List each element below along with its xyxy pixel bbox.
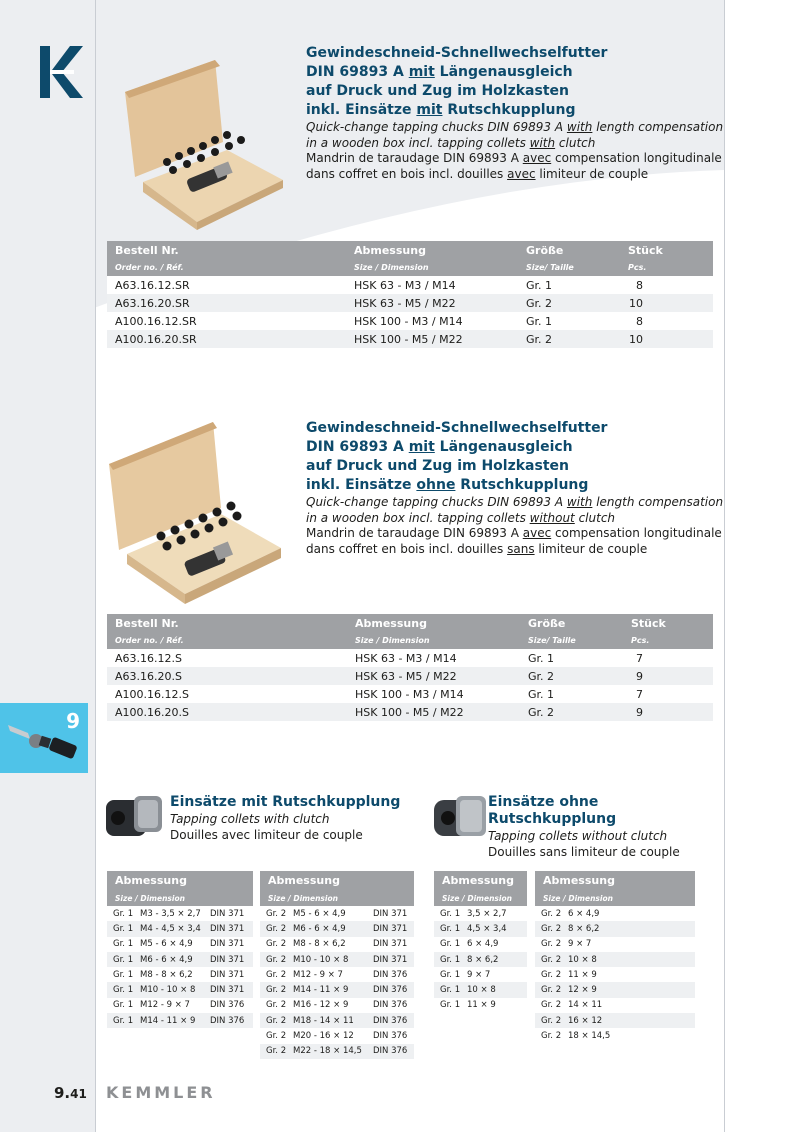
table-cell: M6 - 6 × 4,9 <box>287 921 367 936</box>
column-subheader: Size / Dimension <box>346 259 518 276</box>
table-row <box>434 952 527 967</box>
product2-title: Gewindeschneid-Schnellwechselfutter DIN 69893 A mit Längenausgleich auf Druck und Zug im Holzkasten inkl. Einsätze ohne Rutschkupplung <box>306 420 608 493</box>
table-cell: HSK 100 - M3 / M14 <box>346 312 518 330</box>
brand-name: KEMMLER <box>106 1083 216 1102</box>
table-cell: DIN 371 <box>367 921 414 936</box>
table-row <box>535 906 695 921</box>
column-subheader: Size / Dimension <box>434 890 527 906</box>
table-cell: Gr. 2 <box>535 906 562 921</box>
table-row <box>260 1013 414 1028</box>
table-cell: Gr. 2 <box>535 998 562 1013</box>
section-tab <box>0 703 88 773</box>
table-row <box>107 921 253 936</box>
collet-with-clutch-image <box>104 790 164 846</box>
table-cell: DIN 371 <box>367 906 414 921</box>
table-cell: M6 - 6 × 4,9 <box>134 952 204 967</box>
collets-with-table-2 <box>260 871 414 1059</box>
column-header: Stück <box>623 614 713 632</box>
table-cell: M12 - 9 × 7 <box>287 967 367 982</box>
table-row <box>434 998 527 1013</box>
table-cell: 6 × 4,9 <box>461 937 527 952</box>
table-cell: DIN 371 <box>204 952 253 967</box>
column-subheader: Size / Dimension <box>347 632 520 649</box>
table-cell: 11 × 9 <box>461 998 527 1013</box>
column-header: Bestell Nr. <box>107 241 346 259</box>
table-cell: Gr. 2 <box>535 1013 562 1028</box>
table-cell: 8 × 6,2 <box>461 952 527 967</box>
table-cell: A100.16.20.SR <box>107 330 346 348</box>
table-cell: 14 × 11 <box>562 998 695 1013</box>
product2-fr: Mandrin de taraudage DIN 69893 A avec compensation longitudinale dans coffret en bois incl. douilles sans limiteur de couple <box>306 526 722 556</box>
table-cell: Gr. 1 <box>107 906 134 921</box>
table-cell: HSK 63 - M5 / M22 <box>346 294 518 312</box>
table-cell: 10 × 8 <box>461 982 527 997</box>
table-row <box>107 649 713 667</box>
table-cell: Gr. 1 <box>518 312 620 330</box>
product1-title: Gewindeschneid-Schnellwechselfutter DIN 69893 A mit Längenausgleich auf Druck und Zug im Holzkasten inkl. Einsätze mit Rutschkupplung <box>306 45 608 118</box>
table-cell: A63.16.20.S <box>107 667 347 685</box>
table-row <box>107 685 713 703</box>
table-cell: Gr. 2 <box>260 1013 287 1028</box>
table-row <box>535 982 695 997</box>
column-subheader: Size / Dimension <box>107 890 253 906</box>
collets-with-rows-1 <box>107 906 253 1028</box>
table-cell: DIN 371 <box>204 921 253 936</box>
product1-fr: Mandrin de taraudage DIN 69893 A avec compensation longitudinale dans coffret en bois incl. douilles avec limiteur de couple <box>306 151 722 181</box>
table-cell: Gr. 2 <box>518 294 620 312</box>
table-cell: HSK 63 - M5 / M22 <box>347 667 520 685</box>
table-cell: Gr. 1 <box>107 967 134 982</box>
table-row <box>434 906 527 921</box>
column-header: Abmessung <box>260 871 414 890</box>
column-header: Stück <box>620 241 713 259</box>
table-row <box>260 906 414 921</box>
table-cell: Gr. 1 <box>434 952 461 967</box>
collets-without-table-2 <box>535 871 695 1044</box>
collets-without-table-1 <box>434 871 527 1013</box>
left-rule <box>95 0 96 1132</box>
table-row <box>260 967 414 982</box>
table-cell: Gr. 2 <box>535 921 562 936</box>
table-cell: DIN 371 <box>367 952 414 967</box>
table-row <box>434 982 527 997</box>
page-number: 9.41 <box>54 1084 87 1102</box>
product2-en: Quick-change tapping chucks DIN 69893 A with length compensation in a wooden box incl. tapping collets without clutch <box>306 495 724 525</box>
table-cell: 10 <box>620 330 713 348</box>
table-cell: 18 × 14,5 <box>562 1028 695 1043</box>
table-cell: Gr. 2 <box>260 1044 287 1059</box>
product2-heading <box>306 419 726 557</box>
column-header: Größe <box>520 614 623 632</box>
table-cell: 8 <box>620 276 713 294</box>
table-cell: DIN 371 <box>204 906 253 921</box>
table-cell: 8 <box>620 312 713 330</box>
table-cell: M5 - 6 × 4,9 <box>134 937 204 952</box>
table-cell: A100.16.12.SR <box>107 312 346 330</box>
table-cell: Gr. 1 <box>520 649 623 667</box>
table-cell: Gr. 2 <box>260 998 287 1013</box>
table-row <box>107 667 713 685</box>
table-row <box>107 906 253 921</box>
table-cell: M12 - 9 × 7 <box>134 998 204 1013</box>
product1-table <box>107 241 713 348</box>
collets-without-rows-2 <box>535 906 695 1044</box>
table-cell: DIN 371 <box>204 937 253 952</box>
table-row <box>107 982 253 997</box>
table-row <box>535 967 695 982</box>
wooden-box-image <box>105 418 285 608</box>
table-cell: Gr. 2 <box>535 967 562 982</box>
table-row <box>107 998 253 1013</box>
table-cell: DIN 376 <box>367 967 414 982</box>
product1-en: Quick-change tapping chucks DIN 69893 A with length compensation in a wooden box incl. tapping collets with clutch <box>306 120 724 150</box>
table-cell: Gr. 1 <box>107 982 134 997</box>
table-cell: Gr. 2 <box>260 952 287 967</box>
table-row <box>434 937 527 952</box>
table-cell: Gr. 1 <box>434 998 461 1013</box>
table-row <box>107 952 253 967</box>
table-cell: 7 <box>623 649 713 667</box>
table-cell: M18 - 14 × 11 <box>287 1013 367 1028</box>
table-cell: Gr. 1 <box>107 1013 134 1028</box>
table-row <box>535 998 695 1013</box>
table-cell: Gr. 2 <box>260 906 287 921</box>
table-row <box>107 276 713 294</box>
table-cell: M5 - 6 × 4,9 <box>287 906 367 921</box>
product1-rows <box>107 276 713 348</box>
table-cell: Gr. 2 <box>535 1028 562 1043</box>
table-cell: Gr. 1 <box>434 967 461 982</box>
table-cell: Gr. 1 <box>107 952 134 967</box>
table-cell: Gr. 2 <box>260 967 287 982</box>
table-cell: DIN 376 <box>367 1044 414 1059</box>
table-cell: M10 - 10 × 8 <box>134 982 204 997</box>
table-row <box>260 1044 414 1059</box>
table-row <box>535 1013 695 1028</box>
table-cell: M14 - 11 × 9 <box>134 1013 204 1028</box>
table-cell: A100.16.12.S <box>107 685 347 703</box>
table-cell: DIN 376 <box>367 982 414 997</box>
column-subheader: Pcs. <box>623 632 713 649</box>
wooden-box-image <box>115 52 290 232</box>
table-row <box>107 294 713 312</box>
kemmler-logo <box>40 46 84 98</box>
collet-without-clutch-image <box>432 792 488 844</box>
table-row <box>260 921 414 936</box>
table-cell: M20 - 16 × 12 <box>287 1028 367 1043</box>
table-cell: Gr. 1 <box>107 937 134 952</box>
table-cell: 6 × 4,9 <box>562 906 695 921</box>
collets-with-table-1 <box>107 871 253 1028</box>
table-cell: 11 × 9 <box>562 967 695 982</box>
column-header: Abmessung <box>107 871 253 890</box>
table-cell: HSK 100 - M5 / M22 <box>347 703 520 721</box>
collets-without-rows-1 <box>434 906 527 1013</box>
table-row <box>107 312 713 330</box>
column-header: Bestell Nr. <box>107 614 347 632</box>
table-cell: DIN 376 <box>367 1013 414 1028</box>
table-cell: Gr. 1 <box>520 685 623 703</box>
table-row <box>260 1028 414 1043</box>
table-row <box>260 982 414 997</box>
table-cell: DIN 376 <box>367 1028 414 1043</box>
table-cell: 10 × 8 <box>562 952 695 967</box>
table-cell: DIN 376 <box>204 1013 253 1028</box>
table-cell: 3,5 × 2,7 <box>461 906 527 921</box>
column-subheader: Size/ Taille <box>518 259 620 276</box>
table-row <box>434 967 527 982</box>
table-cell: Gr. 2 <box>520 703 623 721</box>
collets-with-heading: Einsätze mit Rutschkupplung Tapping collets with clutch Douilles avec limiteur de couple <box>170 794 401 842</box>
table-cell: Gr. 1 <box>434 937 461 952</box>
column-subheader: Size/ Taille <box>520 632 623 649</box>
table-row <box>434 921 527 936</box>
table-row <box>535 952 695 967</box>
table-cell: Gr. 1 <box>434 906 461 921</box>
table-cell: Gr. 2 <box>535 982 562 997</box>
table-cell: HSK 100 - M3 / M14 <box>347 685 520 703</box>
table-row <box>535 1028 695 1043</box>
table-cell: Gr. 1 <box>107 998 134 1013</box>
table-cell: A63.16.12.SR <box>107 276 346 294</box>
table-row <box>107 1013 253 1028</box>
table-cell: Gr. 2 <box>260 982 287 997</box>
table-cell: A100.16.20.S <box>107 703 347 721</box>
table-cell: Gr. 1 <box>434 982 461 997</box>
table-cell: M16 - 12 × 9 <box>287 998 367 1013</box>
table-cell: 9 × 7 <box>461 967 527 982</box>
table-cell: DIN 376 <box>204 998 253 1013</box>
table-row <box>107 967 253 982</box>
table-row <box>107 330 713 348</box>
column-header: Abmessung <box>535 871 695 890</box>
column-header: Abmessung <box>347 614 520 632</box>
table-cell: 9 × 7 <box>562 937 695 952</box>
table-cell: 16 × 12 <box>562 1013 695 1028</box>
table-cell: M8 - 8 × 6,2 <box>287 937 367 952</box>
table-row <box>107 703 713 721</box>
table-cell: M4 - 4,5 × 3,4 <box>134 921 204 936</box>
table-cell: Gr. 2 <box>535 952 562 967</box>
product2-table <box>107 614 713 721</box>
table-cell: M14 - 11 × 9 <box>287 982 367 997</box>
table-cell: 8 × 6,2 <box>562 921 695 936</box>
column-header: Größe <box>518 241 620 259</box>
table-row <box>260 998 414 1013</box>
table-cell: Gr. 2 <box>535 937 562 952</box>
column-subheader: Order no. / Réf. <box>107 259 346 276</box>
table-cell: 7 <box>623 685 713 703</box>
table-cell: DIN 371 <box>204 967 253 982</box>
table-cell: 9 <box>623 703 713 721</box>
table-cell: Gr. 2 <box>260 1028 287 1043</box>
section-number: 9 <box>66 709 80 733</box>
table-cell: HSK 63 - M3 / M14 <box>347 649 520 667</box>
table-cell: Gr. 2 <box>520 667 623 685</box>
table-cell: Gr. 1 <box>434 921 461 936</box>
column-subheader: Size / Dimension <box>260 890 414 906</box>
table-cell: DIN 376 <box>367 998 414 1013</box>
table-cell: Gr. 1 <box>518 276 620 294</box>
table-cell: DIN 371 <box>204 982 253 997</box>
table-cell: HSK 100 - M5 / M22 <box>346 330 518 348</box>
table-row <box>535 921 695 936</box>
table-cell: A63.16.12.S <box>107 649 347 667</box>
column-subheader: Size / Dimension <box>535 890 695 906</box>
column-subheader: Pcs. <box>620 259 713 276</box>
table-row <box>260 952 414 967</box>
column-subheader: Order no. / Réf. <box>107 632 347 649</box>
table-cell: M3 - 3,5 × 2,7 <box>134 906 204 921</box>
collets-without-heading: Einsätze ohne Rutschkupplung Tapping collets without clutch Douilles sans limiteur de couple <box>488 794 680 859</box>
table-cell: M8 - 8 × 6,2 <box>134 967 204 982</box>
table-cell: M22 - 18 × 14,5 <box>287 1044 367 1059</box>
table-cell: A63.16.20.SR <box>107 294 346 312</box>
table-cell: DIN 371 <box>367 937 414 952</box>
collets-with-rows-2 <box>260 906 414 1059</box>
table-cell: Gr. 2 <box>260 921 287 936</box>
table-row <box>107 937 253 952</box>
table-row <box>260 937 414 952</box>
table-row <box>535 937 695 952</box>
table-cell: HSK 63 - M3 / M14 <box>346 276 518 294</box>
column-header: Abmessung <box>434 871 527 890</box>
table-cell: 10 <box>620 294 713 312</box>
table-cell: 4,5 × 3,4 <box>461 921 527 936</box>
table-cell: 9 <box>623 667 713 685</box>
table-cell: Gr. 2 <box>518 330 620 348</box>
column-header: Abmessung <box>346 241 518 259</box>
table-cell: Gr. 1 <box>107 921 134 936</box>
product1-heading <box>306 44 726 182</box>
product2-rows <box>107 649 713 721</box>
table-cell: M10 - 10 × 8 <box>287 952 367 967</box>
table-cell: 12 × 9 <box>562 982 695 997</box>
table-cell: Gr. 2 <box>260 937 287 952</box>
